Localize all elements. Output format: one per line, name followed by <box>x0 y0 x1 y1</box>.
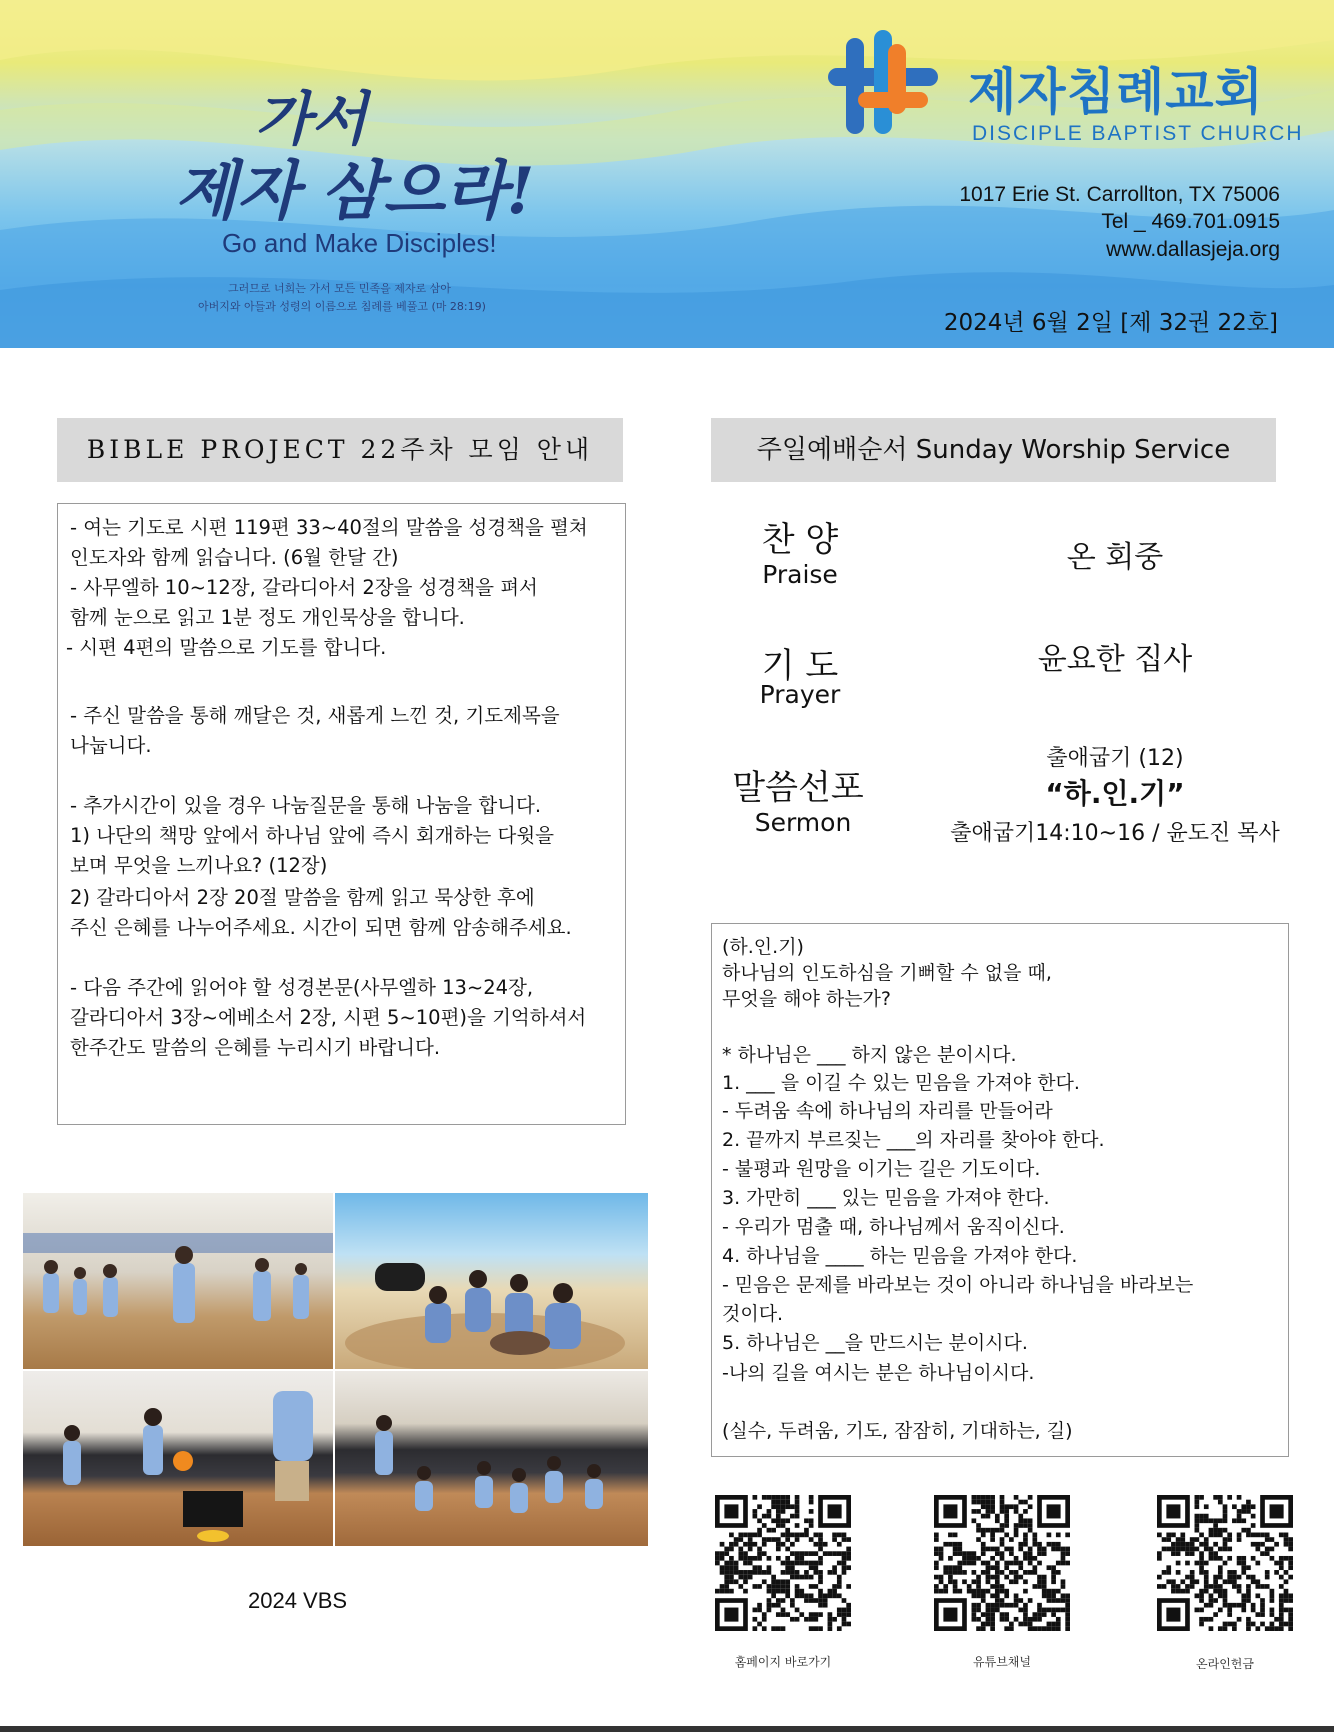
homepage-qr-icon[interactable] <box>715 1495 851 1631</box>
youtube-qr-label[interactable]: 유튜브채널 <box>973 1655 1031 1669</box>
sermon-note-line: - 믿음은 문제를 바라보는 것이 아니라 하나님을 바라보는 <box>722 1274 1194 1296</box>
offering-qr-icon[interactable] <box>1157 1495 1293 1631</box>
vbs-photo-2-scene <box>335 1193 648 1369</box>
bible-project-line: 주신 은혜를 나누어주세요. 시간이 되면 함께 암송해주세요. <box>70 916 572 939</box>
worship-service-title: 주일예배순서 Sunday Worship Service <box>711 418 1276 482</box>
footer-bar <box>0 1726 1334 1732</box>
bible-project-line: - 추가시간이 있을 경우 나눔질문을 통해 나눔을 합니다. <box>70 794 542 817</box>
prayer-label-english: Prayer <box>759 680 841 709</box>
issue-date: 2024년 6월 2일 [제 32권 22호] <box>943 310 1278 336</box>
bible-project-title: BIBLE PROJECT 22주차 모임 안내 <box>57 418 623 482</box>
prayer-label-korean: 기 도 <box>761 646 839 686</box>
sermon-note-line: (하.인.기) <box>722 936 804 958</box>
bible-project-line: 나눕니다. <box>70 734 152 757</box>
sermon-note-line: 하나님의 인도하심을 기뻐할 수 없을 때, <box>722 962 1052 984</box>
church-name-korean: 제자침례교회 <box>968 63 1264 121</box>
photo-caption: 2024 VBS <box>248 1588 348 1613</box>
church-website[interactable]: www.dallasjeja.org <box>1106 238 1280 261</box>
sermon-note-line: * 하나님은 ___ 하지 않은 분이시다. <box>722 1044 1017 1066</box>
sermon-note-line: 3. 가만히 ___ 있는 믿음을 가져야 한다. <box>722 1187 1050 1209</box>
vbs-photo-1-scene <box>23 1193 333 1369</box>
church-address: 1017 Erie St. Carrollton, TX 75006 <box>959 183 1280 206</box>
bible-project-line: 갈라디아서 3장~에베소서 2장, 시편 5~10편)을 기억하셔서 <box>70 1006 587 1029</box>
vbs-photo-4-scene <box>335 1371 648 1546</box>
offering-qr-label[interactable]: 온라인헌금 <box>1196 1657 1254 1671</box>
bible-project-box <box>57 503 626 1125</box>
bible-project-line: 2) 갈라디아서 2장 20절 말씀을 함께 읽고 묵상한 후에 <box>70 886 535 909</box>
vbs-photo-1 <box>23 1193 333 1369</box>
sermon-note-line: 것이다. <box>722 1303 784 1325</box>
slogan-line-1: 가서 <box>255 85 368 153</box>
bible-project-line: - 사무엘하 10~12장, 갈라디아서 2장을 성경책을 펴서 <box>70 576 538 599</box>
sermon-note-line: -나의 길을 여시는 분은 하나님이시다. <box>722 1362 1035 1384</box>
vbs-photo-4 <box>335 1371 648 1546</box>
prayer-leader: 윤요한 집사 <box>1037 642 1193 677</box>
praise-label-english: Praise <box>762 560 838 589</box>
bible-project-line: - 주신 말씀을 통해 깨달은 것, 새롭게 느낀 것, 기도제목을 <box>70 704 560 727</box>
bible-project-line: 함께 눈으로 읽고 1분 정도 개인묵상을 합니다. <box>70 606 465 629</box>
youtube-qr-icon[interactable] <box>934 1495 1070 1631</box>
sermon-note-line: 4. 하나님을 ____ 하는 믿음을 가져야 한다. <box>722 1245 1078 1267</box>
sermon-notes-box <box>711 923 1289 1457</box>
sermon-note-line: - 우리가 멈출 때, 하나님께서 움직이신다. <box>722 1216 1065 1238</box>
bible-project-line: 1) 나단의 책망 앞에서 하나님 앞에 즉시 회개하는 다윗을 <box>70 824 555 847</box>
bible-project-line: 인도자와 함께 읽습니다. (6월 한달 간) <box>70 546 399 569</box>
bible-project-line: - 다음 주간에 읽어야 할 성경본문(사무엘하 13~24장, <box>70 976 534 999</box>
sermon-note-line: (실수, 두려움, 기도, 잠잠히, 기대하는, 길) <box>722 1420 1073 1442</box>
homepage-qr-label[interactable]: 홈페이지 바로가기 <box>734 1655 832 1669</box>
praise-label-korean: 찬 양 <box>761 520 839 560</box>
vbs-photo-3 <box>23 1371 333 1546</box>
sermon-label-korean: 말씀선포 <box>732 768 864 808</box>
sermon-note-line: 1. ___ 을 이길 수 있는 믿음을 가져야 한다. <box>722 1072 1080 1094</box>
slogan-english: Go and Make Disciples! <box>222 228 497 258</box>
sermon-note-line: 5. 하나님은 __을 만드시는 분이시다. <box>722 1332 1028 1354</box>
bible-project-line: 보며 무엇을 느끼나요? (12장) <box>70 854 328 877</box>
praise-leader: 온 회중 <box>1066 540 1164 575</box>
sermon-note-line: 무엇을 해야 하는가? <box>722 988 891 1010</box>
verse-line-2: 아버지와 아들과 성령의 이름으로 침례를 베풀고 (마 28:19) <box>198 300 486 313</box>
sermon-reference: 출애굽기14:10~16 / 윤도진 목사 <box>950 821 1280 846</box>
header-banner <box>0 0 1334 348</box>
sermon-series: 출애굽기 (12) <box>1046 746 1184 771</box>
church-phone: Tel _ 469.701.0915 <box>1101 210 1280 233</box>
sermon-label-english: Sermon <box>754 808 852 837</box>
bible-project-line: - 여는 기도로 시편 119편 33~40절의 말씀을 성경책을 펼쳐 <box>70 516 588 539</box>
bible-project-line: 한주간도 말씀의 은혜를 누리시기 바랍니다. <box>70 1036 441 1059</box>
verse-line-1: 그러므로 너희는 가서 모든 민족을 제자로 삼아 <box>228 282 451 295</box>
sermon-note-line: - 불평과 원망을 이기는 길은 기도이다. <box>722 1158 1041 1180</box>
vbs-photo-2 <box>335 1193 648 1369</box>
church-name-english: DISCIPLE BAPTIST CHURCH <box>972 122 1304 145</box>
sermon-note-line: 2. 끝까지 부르짖는 ___의 자리를 찾아야 한다. <box>722 1129 1105 1151</box>
sermon-note-line: - 두려움 속에 하나님의 자리를 만들어라 <box>722 1100 1053 1122</box>
slogan-line-2: 제자 삼으라! <box>175 154 535 229</box>
bible-project-line: - 시편 4편의 말씀으로 기도를 합니다. <box>66 636 387 659</box>
sermon-title: “하.인.기” <box>1045 777 1185 810</box>
church-logo-icon <box>828 30 938 140</box>
vbs-photo-3-scene <box>23 1371 333 1546</box>
